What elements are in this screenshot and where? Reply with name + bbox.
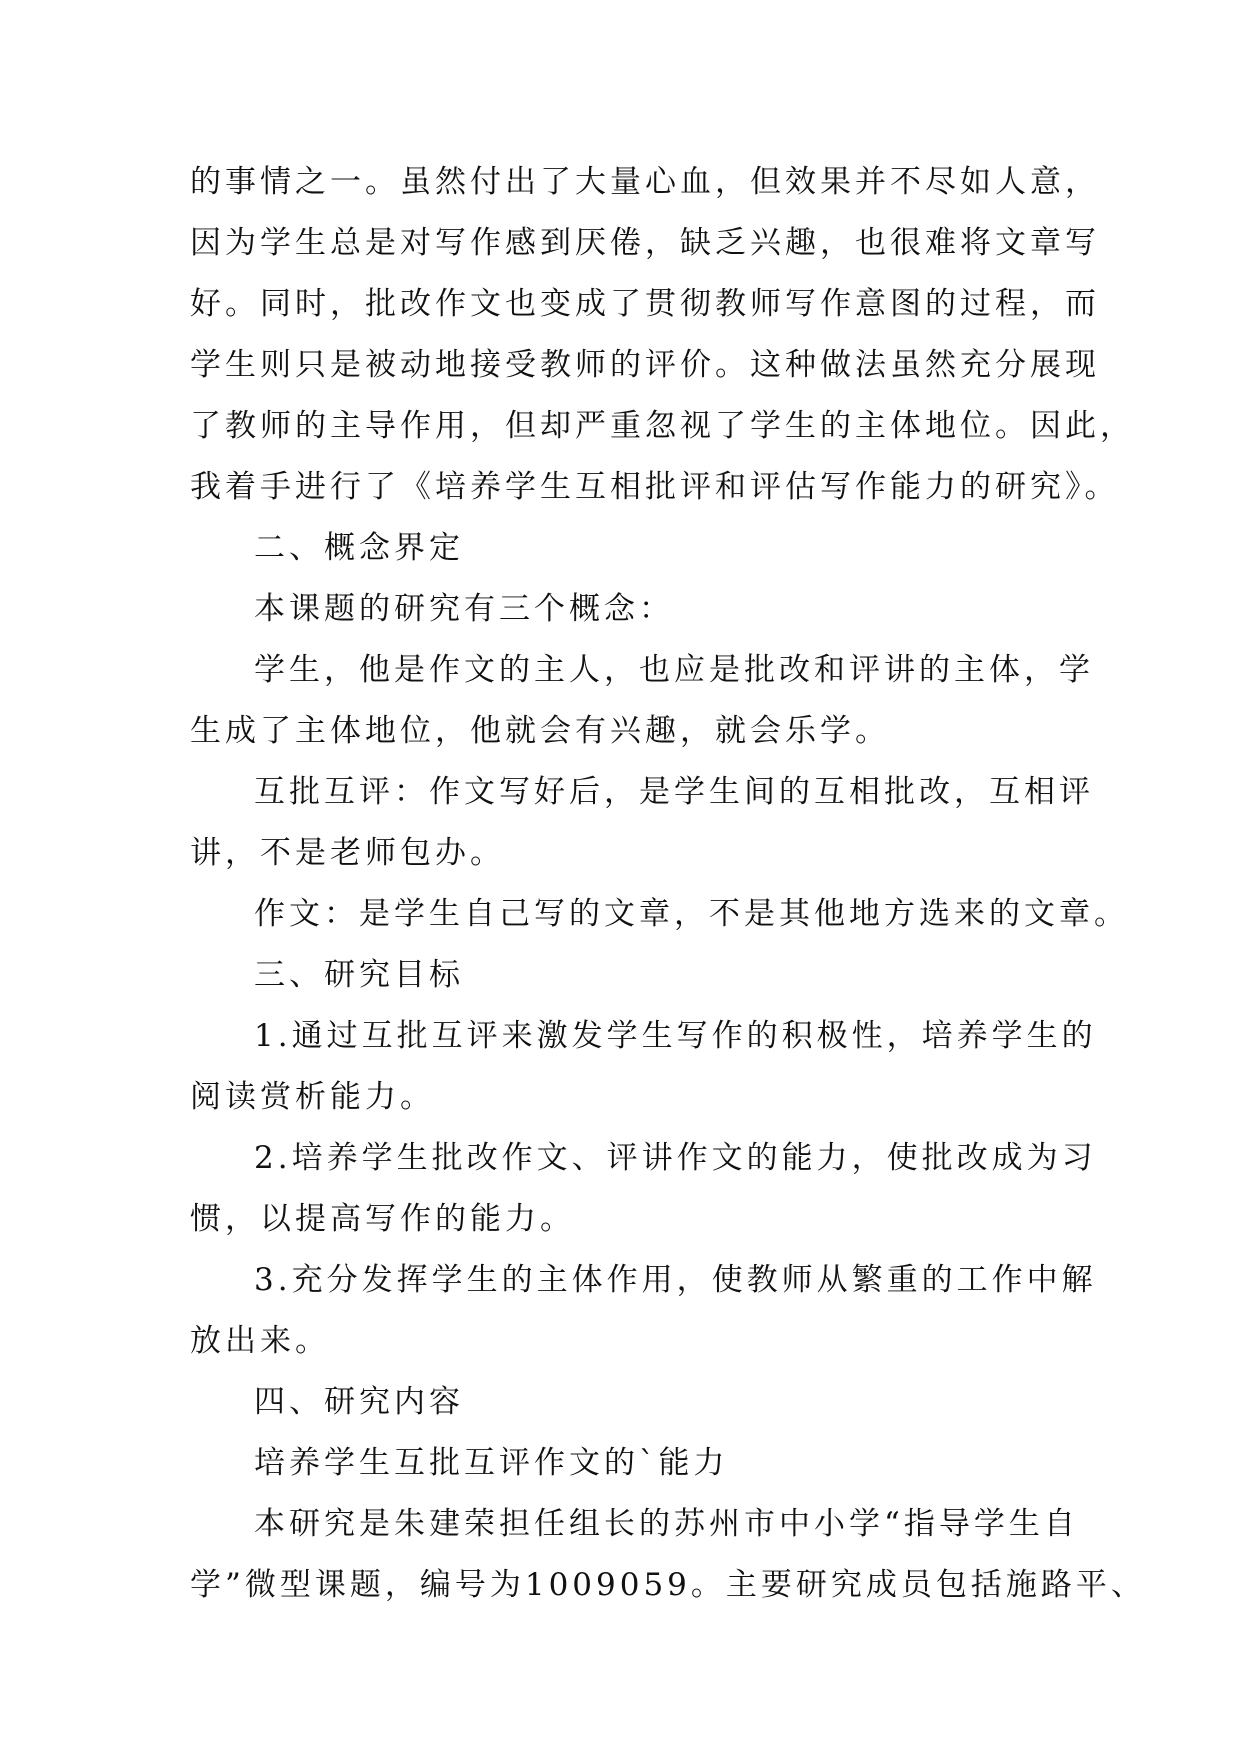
text-line: 本课题的研究有三个概念：	[254, 591, 674, 627]
text-line: 学”微型课题，编号为1009059。主要研究成员包括施路平、	[190, 1567, 1146, 1603]
text-line: 讲，不是老师包办。	[190, 835, 505, 871]
text-line: 了教师的主导作用，但却严重忽视了学生的主体地位。因此，	[190, 408, 1135, 444]
section-heading: 四、研究内容	[254, 1384, 464, 1420]
body-text	[190, 152, 1146, 1616]
text-line: 因为学生总是对写作感到厌倦，缺乏兴趣，也很难将文章写	[190, 225, 1100, 261]
text-line: 作文：是学生自己写的文章，不是其他地方选来的文章。	[254, 896, 1129, 932]
list-item: 2.培养学生批改作文、评讲作文的能力，使批改成为习	[254, 1140, 1097, 1176]
text-line: 本研究是朱建荣担任组长的苏州市中小学“指导学生自	[254, 1506, 1079, 1542]
text-line: 放出来。	[190, 1323, 330, 1359]
section-heading: 三、研究目标	[254, 957, 464, 993]
text-line: 生成了主体地位，他就会有兴趣，就会乐学。	[190, 713, 890, 749]
text-line: 阅读赏析能力。	[190, 1079, 435, 1115]
text-line: 学生，他是作文的主人，也应是批改和评讲的主体，学	[254, 652, 1094, 688]
list-item: 3.充分发挥学生的主体作用，使教师从繁重的工作中解	[254, 1262, 1097, 1298]
list-item: 1.通过互批互评来激发学生写作的积极性，培养学生的	[254, 1018, 1097, 1054]
text-line: 学生则只是被动地接受教师的评价。这种做法虽然充分展现	[190, 347, 1100, 383]
section-heading: 二、概念界定	[254, 530, 464, 566]
text-line: 培养学生互批互评作文的`能力	[254, 1445, 729, 1481]
text-line: 的事情之一。虽然付出了大量心血，但效果并不尽如人意，	[190, 164, 1100, 200]
text-line: 我着手进行了《培养学生互相批评和评估写作能力的研究》。	[190, 469, 1120, 505]
text-line: 惯，以提高写作的能力。	[190, 1201, 575, 1237]
text-line: 好。同时，批改作文也变成了贯彻教师写作意图的过程，而	[190, 286, 1100, 322]
text-line: 互批互评：作文写好后，是学生间的互相批改，互相评	[254, 774, 1094, 810]
